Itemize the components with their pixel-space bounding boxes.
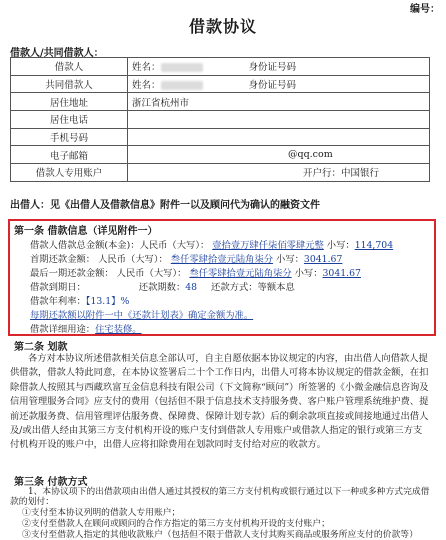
periods-label: 还款期数： (138, 282, 186, 293)
redacted-name (161, 81, 203, 90)
method-label: 还款方式： (211, 282, 258, 293)
table-row (11, 75, 430, 93)
table-row (11, 146, 430, 164)
article1-title: 第一条 借款信息（详见附件一） (14, 226, 158, 237)
purpose-line (30, 321, 142, 335)
document-title: 借款协议 (188, 17, 257, 36)
purpose-value: 住宅装修。 (95, 324, 142, 335)
list-item: ②支付至借款人在顾问或顾问的合作方指定的第三方支付机构开设的支付账户； (22, 519, 330, 529)
last-currency: 人民币（大写）： (116, 268, 187, 279)
purpose-label: 借款详细用途： (30, 324, 96, 335)
rate-line (30, 293, 129, 307)
total-words: 壹拾壹万肆仟柒佰零肆元整 (212, 240, 324, 251)
redacted-name (161, 63, 203, 72)
table-key-cell: 居住地址 (11, 93, 128, 111)
repayment-note: 每期还款额以附件一中《还款计划表》确定金额为准。 (30, 310, 254, 321)
table-key-cell: 借款人专用账户 (11, 164, 128, 182)
total-amount: 114,704 (354, 240, 394, 251)
method-value: 等额本息 (257, 282, 295, 293)
mobile-value (128, 128, 430, 146)
table-key-cell: 借款人 (11, 58, 128, 76)
first-amount: 3041.67 (303, 254, 343, 265)
borrower-section-label: 借款人/共同借款人： (10, 48, 104, 59)
table-value-cell (128, 58, 430, 76)
total-small-label: 小写： (326, 240, 355, 251)
id-label: 身份证号码 (248, 62, 297, 74)
last-amount: 3041.67 (322, 268, 361, 279)
first-label: 首期还款金额： (30, 254, 96, 265)
total-currency: 人民币（大写）： (139, 240, 210, 251)
list-item: ③支付至借款人指定的其他收款账户（包括但不限于借款人支付其购买商品或服务所应支付的价款等） (22, 530, 418, 540)
table-key-cell: 居住电话 (11, 111, 128, 129)
rate-value: 【13.1】% (85, 296, 130, 307)
table-row (11, 93, 430, 111)
first-payment-line (30, 251, 342, 265)
bank-value: 开户行：中国银行 (128, 164, 430, 182)
last-payment-line (30, 265, 361, 279)
table-row (11, 128, 430, 146)
lender-note: 出借人：见《出借人及借款信息》附件一以及顾问代为确认的融资文件 (10, 200, 320, 211)
first-small-label: 小写： (276, 254, 304, 265)
name-label: 姓名： (132, 62, 161, 74)
table-key-cell: 电子邮箱 (11, 146, 128, 164)
table-key-cell: 手机号码 (11, 128, 128, 146)
article2-body: 各方对本协议所述借款相关信息全部认可，自主自愿依据本协议规定的内容，由出借人向借款人提供借款，借款人特此同意，在本协议签署后二十个工作日内，出借人可将本协议规定的借款金额，在扣除借款人按照其与西藏玖富互金信息科技有限公司（下文简称“顾问”）所签署的《小微金融信息咨询及信用管理服务合同》应支付的费用（包括但不限于信息技术支持服务费、客户账户管理系统维护费、提前还款服务费、信用管理评估服务费、保障费、保障计划专款）后的剩余款项直接或间接地通过出借人及/或出借人经由其第三方支付机构开设的账户支付到借款人专用账户或借款人指定的银行或第三方支付机构开设的账户中，出借人应将扣除费用在划款同时支付给对应的收款方。 (10, 353, 429, 451)
address-value: 浙江省杭州市 (128, 93, 430, 111)
name-label: 姓名： (132, 80, 161, 92)
table-value-cell (128, 75, 430, 93)
last-small-label: 小写： (294, 268, 323, 279)
article2-title: 第二条 划款 (14, 342, 68, 353)
article3-body: 1、本协议项下的出借款项由出借人通过其授权的第三方支付机构或银行通过以下一种或多种方式完成借款的划付： (10, 487, 430, 507)
first-currency: 人民币（大写）： (98, 254, 168, 265)
rate-label: 借款年利率： (30, 296, 86, 307)
table-row (11, 111, 430, 129)
due-date-line (30, 279, 295, 293)
list-item: ①支付至本协议列明的借款人专用账户； (22, 508, 181, 518)
table-key-cell: 共同借款人 (11, 75, 128, 93)
id-label: 身份证号码 (248, 80, 297, 92)
total-label: 借款人借款总金额(本金)： (30, 240, 140, 251)
article3-title: 第三条 付款方式 (14, 477, 88, 488)
document-number-label: 编号： (410, 4, 440, 15)
periods-value: 48 (185, 282, 198, 293)
table-row (11, 58, 430, 76)
phone-value (128, 111, 430, 129)
borrower-info-table (10, 57, 430, 182)
first-words: 叁仟零肆拾壹元陆角柒分 (170, 254, 274, 265)
total-amount-line (30, 237, 393, 251)
email-value: @qq.com (128, 146, 430, 164)
last-label: 最后一期还款金额： (30, 268, 114, 279)
due-label: 借款到期日： (30, 282, 86, 293)
table-row (11, 164, 430, 182)
last-words: 叁仟零肆拾壹元陆角柒分 (189, 268, 292, 279)
